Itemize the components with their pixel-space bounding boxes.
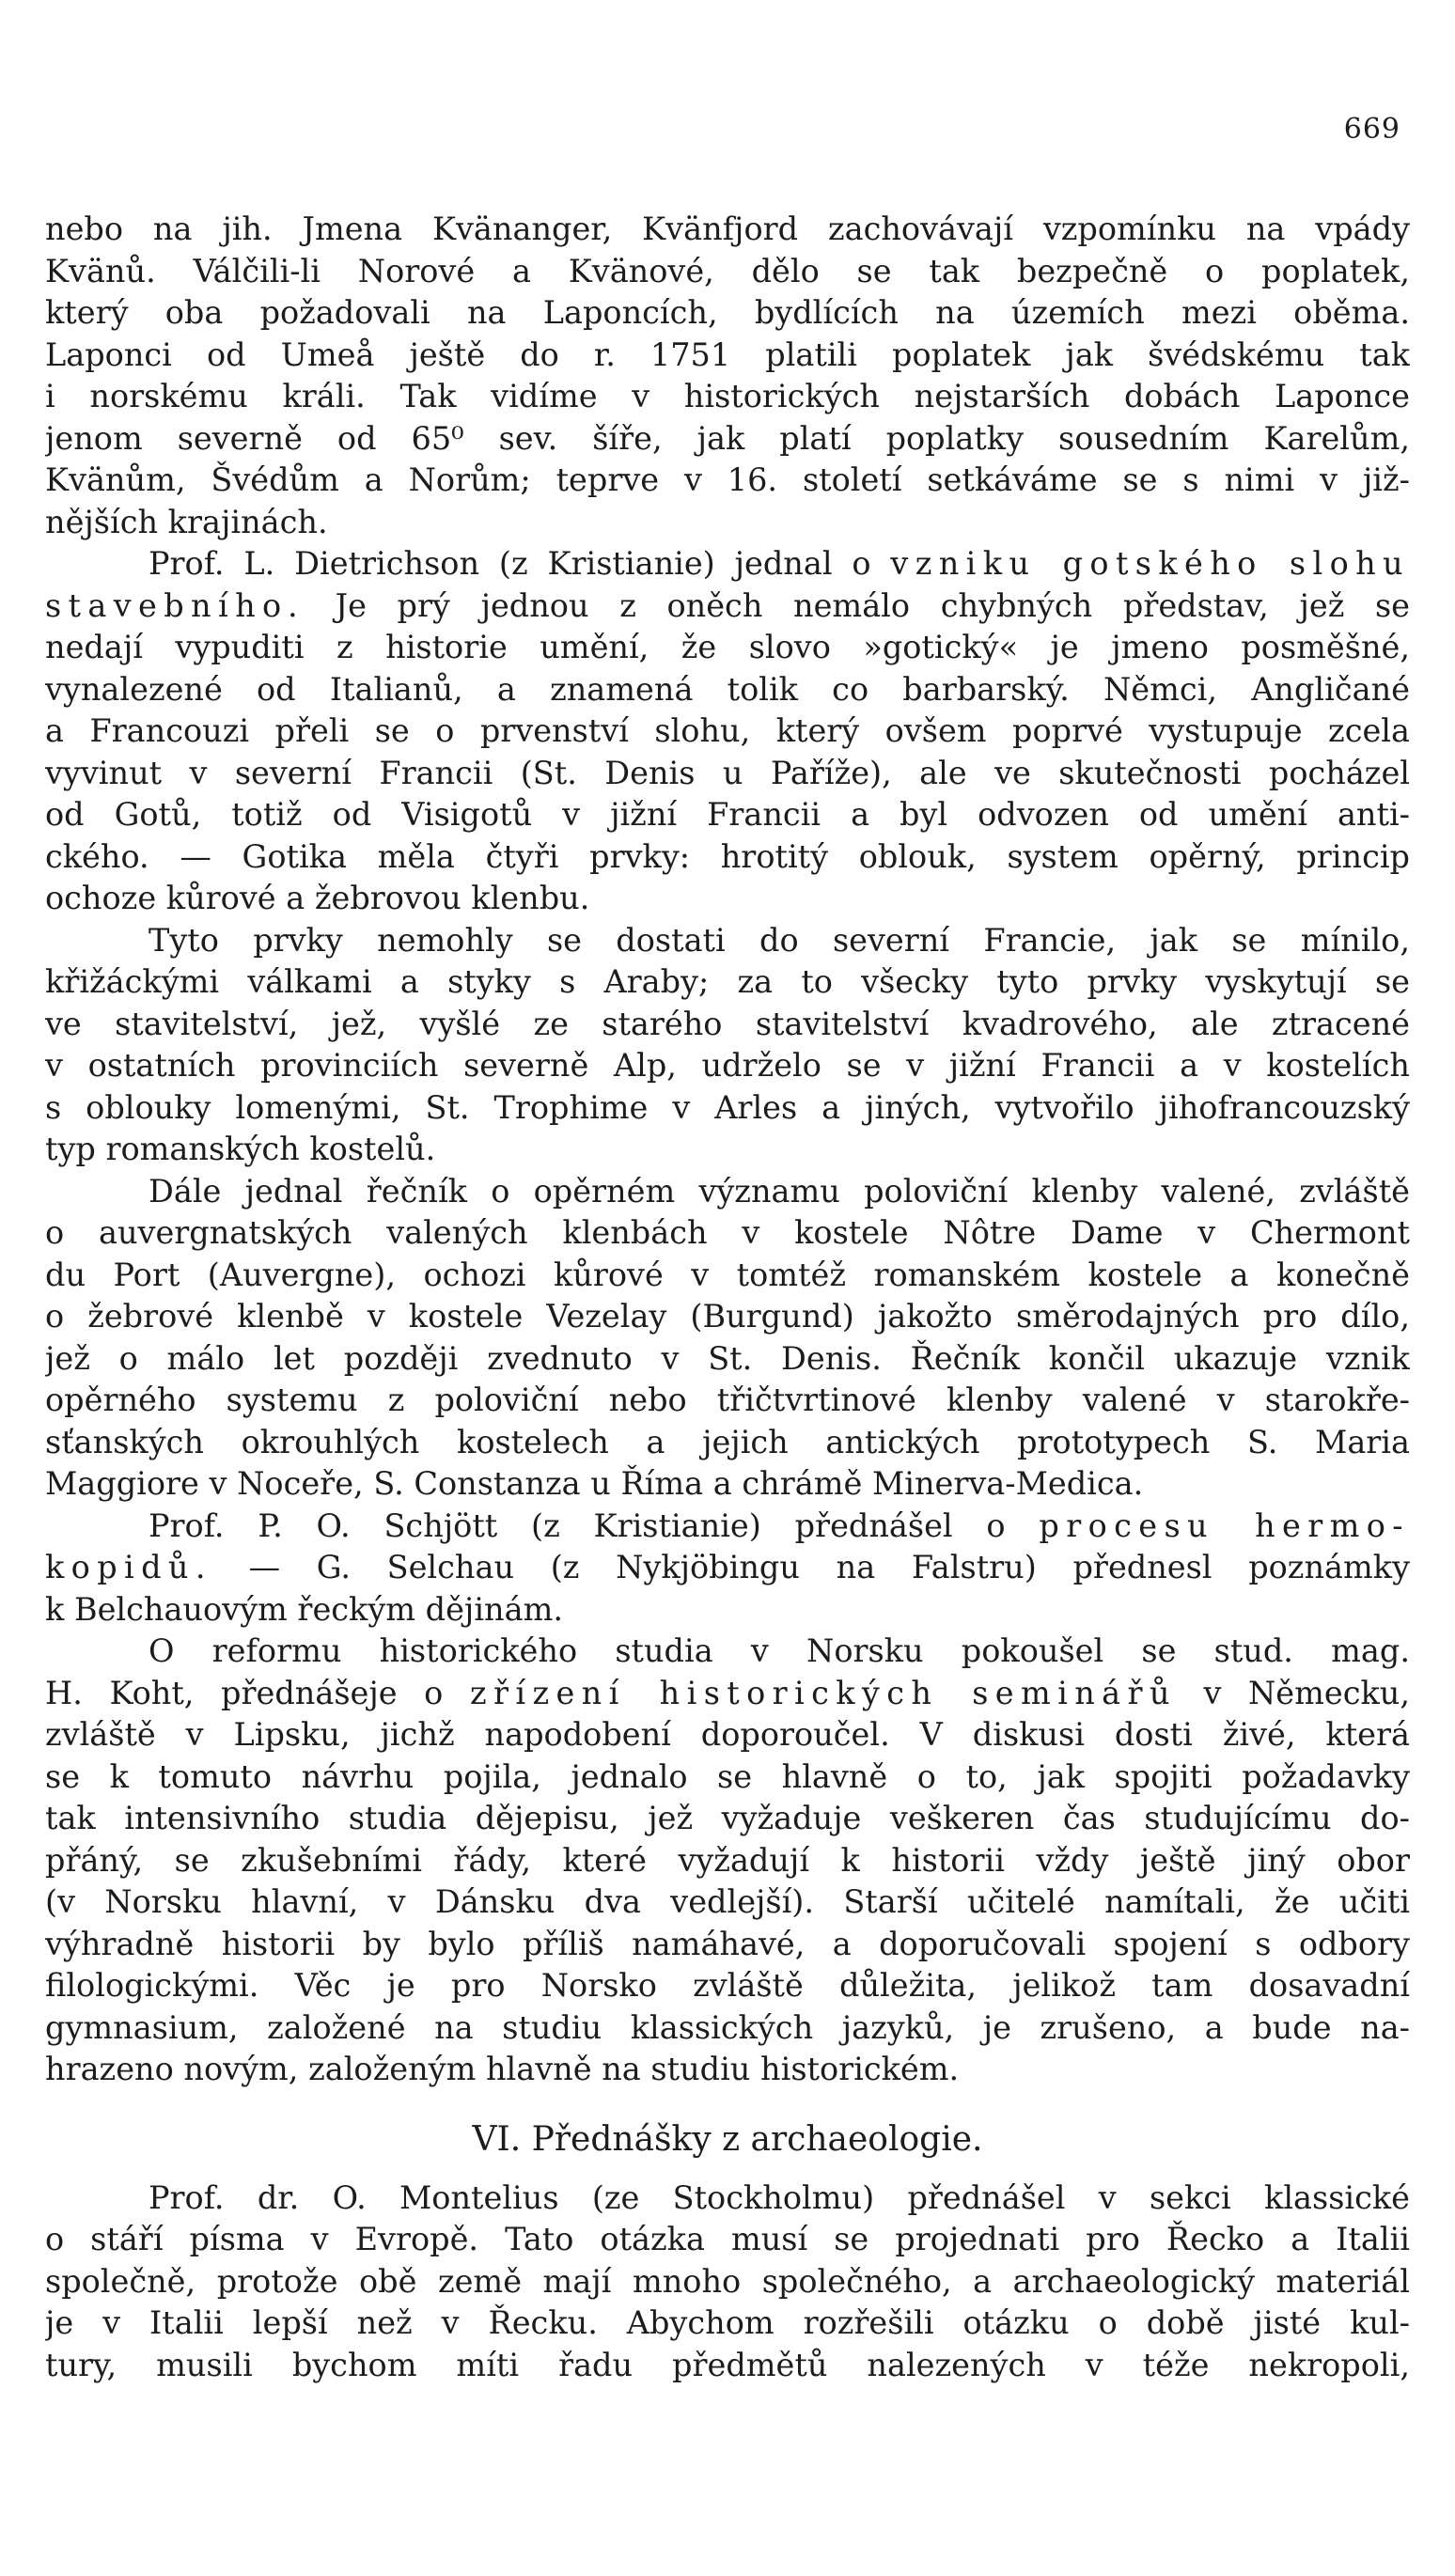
- text-line: zvláště v Lipsku, jichž napodobení doporoučel. V diskusi dosti živé, která: [45, 1716, 1410, 1753]
- text-line: je v Italii lepší než v Řecku. Abychom rozřešili otázku o době jisté kul-: [45, 2304, 1410, 2341]
- text-line: [45, 1506, 1410, 1548]
- spaced-term: zřízení historických seminářů: [469, 1674, 1177, 1711]
- section-heading: VI. Přednášky z archaeologie.: [472, 2119, 983, 2159]
- text-line: tak intensivního studia dějepisu, jež vyžaduje veškeren čas studujícímu do-: [45, 1800, 1410, 1836]
- text-line: o žebrové klenbě v kostele Vezelay (Burgund) jakožto směrodajných pro dílo,: [45, 1298, 1410, 1335]
- text-line: s oblouky lomenými, St. Trophime v Arles a jiných, vytvořilo jihofrancouzský: [45, 1088, 1410, 1126]
- text-line: Tyto prvky nemohly se dostati do severní Francie, jak se mínilo,: [149, 921, 1410, 959]
- text-line: výhradně historii by bylo příliš namáhavé, a doporučovali spojení s odbory: [45, 1925, 1410, 1962]
- text-line: vynalezené od Italianů, a znamená tolik co barbarský. Němci, Angličané: [45, 670, 1410, 708]
- spaced-term: stavebního.: [45, 586, 305, 624]
- text-line: od Gotů, totiž od Visigotů v jižní Francii a byl odvozen od umění anti-: [45, 796, 1410, 833]
- text-line: O reformu historického studia v Norsku pokoušel se stud. mag.: [149, 1632, 1410, 1669]
- text-line: tury, musili bychom míti řadu předmětů nalezených v téže nekropoli,: [45, 2346, 1410, 2383]
- text-line: [45, 543, 1410, 585]
- text-span: Je prý jednou z oněch nemálo chybných představ, jež se: [335, 586, 1410, 624]
- text-line: Maggiore v Noceře, S. Constanza u Říma a chrámě Minerva-Medica.: [45, 1465, 1144, 1502]
- text-line: i norskému králi. Tak vidíme v historických nejstarších dobách Laponce: [45, 378, 1410, 414]
- text-line: gymnasium, založené na studiu klassických jazyků, je zrušeno, a bude na-: [45, 2008, 1410, 2046]
- text-line: Prof. dr. O. Montelius (ze Stockholmu) přednášel v sekci klassické: [149, 2178, 1410, 2216]
- text-span: Prof. L. Dietrichson (z Kristianie) jednal o: [149, 545, 871, 582]
- text-line: jenom severně od 65⁰ sev. šíře, jak platí poplatky sousedním Karelům,: [45, 419, 1410, 457]
- text-line: Dále jednal řečník o opěrném významu poloviční klenby valené, zvláště: [149, 1172, 1410, 1210]
- text-line: který oba požadovali na Laponcích, bydlících na územích mezi oběma.: [45, 294, 1410, 331]
- text-line: jež o málo let později zvednuto v St. Denis. Řečník končil ukazuje vznik: [45, 1339, 1410, 1377]
- text-line: křižáckými válkami a styky s Araby; za to všecky tyto prvky vyskytují se: [45, 963, 1410, 1000]
- text-line: sťanských okrouhlých kostelech a jejich antických prototypech S. Maria: [45, 1423, 1410, 1460]
- spaced-term: kopidů.: [45, 1549, 212, 1585]
- text-line: ckého. — Gotika měla čtyři prvky: hrotitý oblouk, system opěrný, princip: [45, 837, 1410, 875]
- text-line: a Francouzi přeli se o prvenství slohu, který ovšem poprvé vystupuje zcela: [45, 712, 1410, 749]
- text-line: ochoze kůrové a žebrovou klenbu.: [45, 880, 590, 916]
- text-line: společně, protože obě země mají mnoho společného, a archaeologický materiál: [45, 2262, 1410, 2300]
- text-line: nebo na jih. Jmena Kvänanger, Kvänfjord zachovávají vzpomínku na vpády: [45, 211, 1410, 247]
- spaced-term: vzniku gotského slohu: [890, 545, 1410, 582]
- text-line: Laponci od Umeå ještě do r. 1751 platili poplatek jak švédskému tak: [45, 336, 1410, 373]
- text-line: (v Norsku hlavní, v Dánsku dva vedlejší). Starší učitelé namítali, že učiti: [45, 1883, 1410, 1920]
- text-line: o auvergnatských valených klenbách v kostele Nôtre Dame v Chermont: [45, 1214, 1410, 1251]
- text-line: se k tomuto návrhu pojila, jednalo se hlavně o to, jak spojiti požadavky: [45, 1757, 1410, 1795]
- text-span: v Německu,: [1203, 1674, 1410, 1711]
- text-line: ve stavitelství, jež, vyšlé ze starého stavitelství kvadrového, ale ztracené: [45, 1005, 1410, 1042]
- text-span: H. Koht, přednášeje o: [45, 1674, 444, 1711]
- text-span: Prof. P. O. Schjött (z Kristianie) přednášel o: [149, 1507, 1006, 1544]
- spaced-term: procesu hermo-: [1039, 1507, 1410, 1544]
- text-line: Kvänům, Švédům a Norům; teprve v 16. století setkáváme se s nimi v již-: [45, 461, 1410, 498]
- text-span: — G. Selchau (z Nykjöbingu na Falstru) přednesl poznámky: [248, 1549, 1410, 1585]
- text-line: [45, 1673, 1410, 1715]
- text-line: nějších krajinách.: [45, 503, 328, 540]
- page-number: 669: [1343, 113, 1400, 146]
- text-line: hrazeno novým, založeným hlavně na studiu historickém.: [45, 2051, 960, 2087]
- document-body: [45, 209, 1410, 2386]
- text-line: [45, 585, 1410, 628]
- text-line: přáný, se zkušebními řády, které vyžadují k historii vždy ještě jiný obor: [45, 1841, 1410, 1879]
- text-line: vyvinut v severní Francii (St. Denis u Paříže), ale ve skutečnosti pocházel: [45, 754, 1410, 791]
- text-line: [45, 1547, 1410, 1589]
- text-line: v ostatních provinciích severně Alp, udrželo se v jižní Francii a v kostelích: [45, 1047, 1410, 1084]
- text-line: du Port (Auvergne), ochozi kůrové v tomtéž romanském kostele a konečně: [45, 1256, 1410, 1293]
- text-line: Kvänů. Válčili-li Norové a Kvänové, dělo se tak bezpečně o poplatek,: [45, 252, 1410, 289]
- text-line: nedají vypuditi z historie umění, že slovo »gotický« je jmeno posměšné,: [45, 629, 1410, 665]
- text-line: filologickými. Věc je pro Norsko zvláště důležita, jelikož tam dosavadní: [45, 1967, 1410, 2004]
- text-line: typ romanských kostelů.: [45, 1131, 436, 1167]
- text-line: k Belchauovým řeckým dějinám.: [45, 1590, 563, 1628]
- text-line: opěrného systemu z poloviční nebo třičtvrtinové klenby valené v starokře-: [45, 1382, 1410, 1418]
- text-line: o stáří písma v Evropě. Tato otázka musí se projednati pro Řecko a Italii: [45, 2221, 1410, 2257]
